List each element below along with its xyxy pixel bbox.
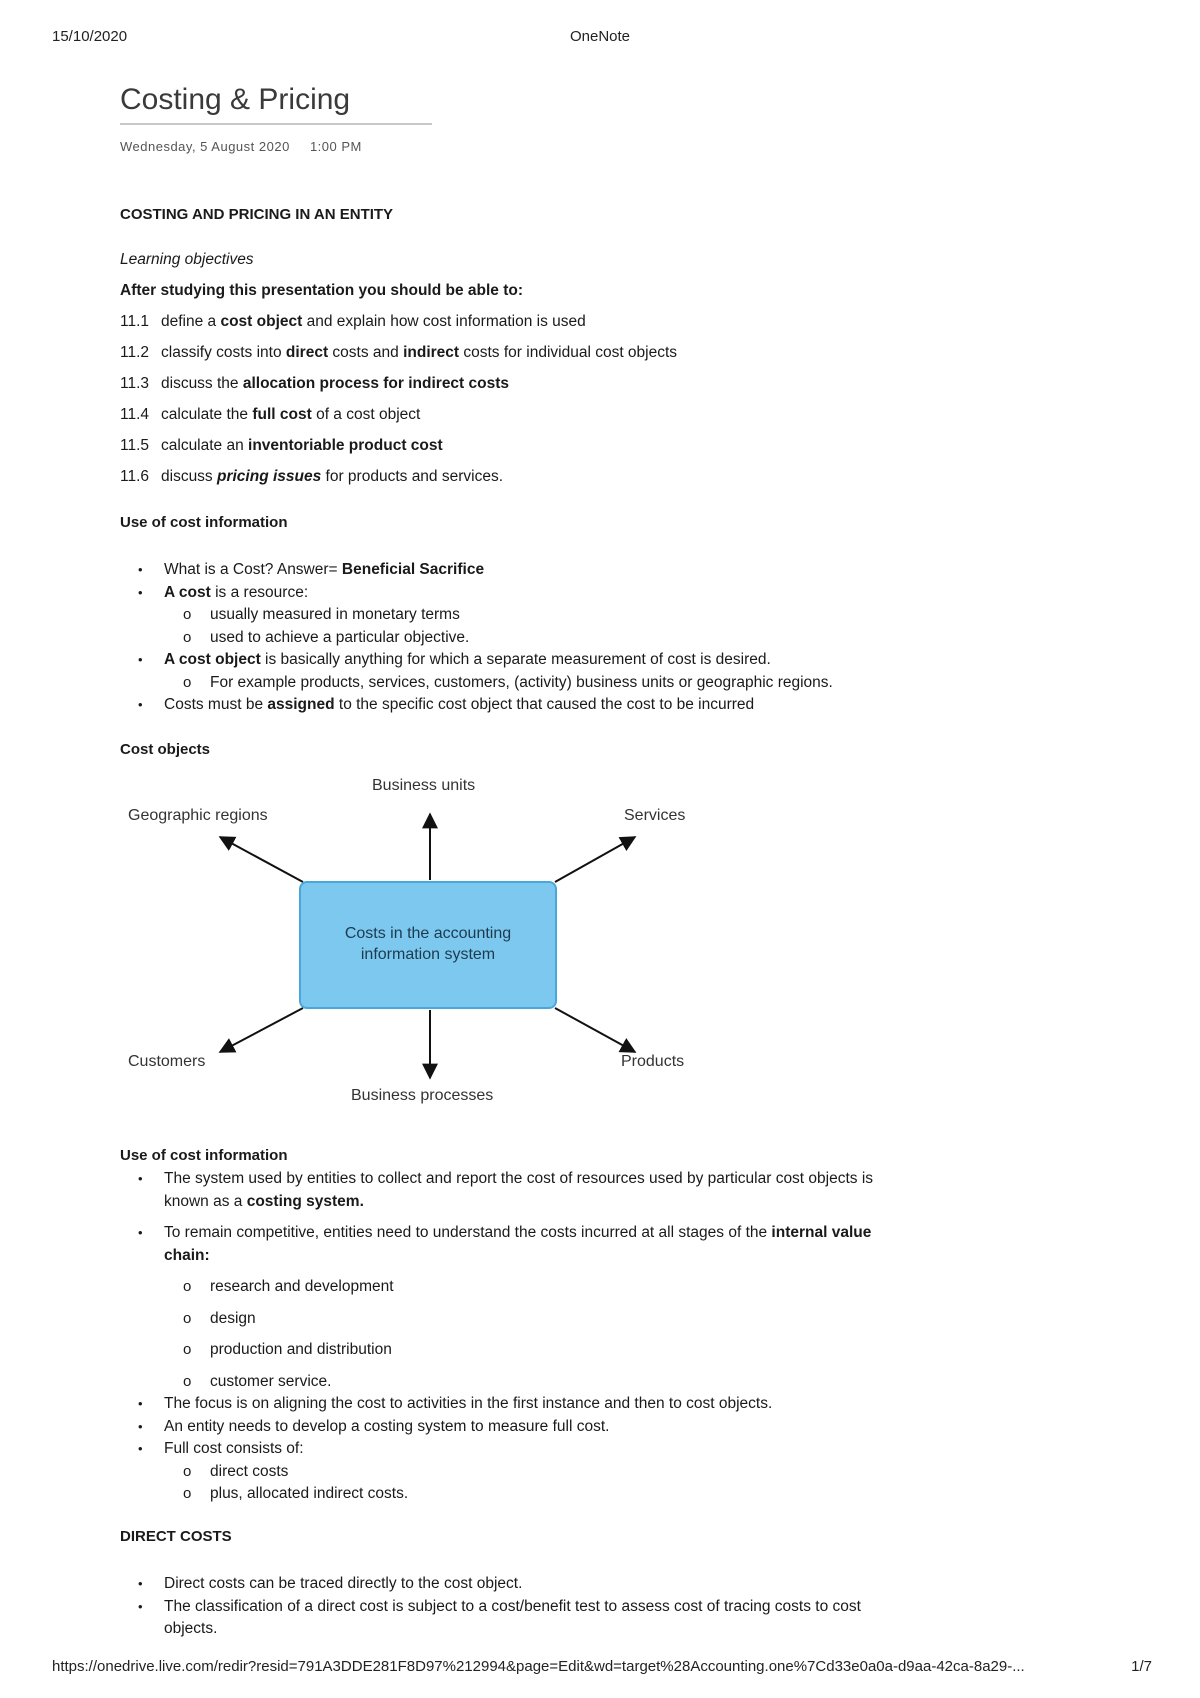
objective-item: 11.5 calculate an inventoriable product cost (120, 437, 443, 454)
section-heading: COSTING AND PRICING IN AN ENTITY (120, 206, 394, 223)
print-app-name: OneNote (569, 28, 631, 45)
objective-item: 11.1 define a cost object and explain how cost information is used (120, 313, 586, 330)
list-item: • Costs must be assigned to the specific cost object that caused the cost to be incurred (120, 694, 900, 717)
print-date: 15/10/2020 (52, 28, 128, 45)
list-item: • An entity needs to develop a costing system to measure full cost. (120, 1416, 910, 1439)
arrow-bottom-right (555, 1008, 635, 1052)
page-time: 1:00 PM (309, 139, 362, 154)
page-title[interactable]: Costing & Pricing (120, 83, 351, 116)
objective-item: 11.4 calculate the full cost of a cost object (120, 406, 421, 423)
use-of-cost-heading: Use of cost information (120, 514, 288, 531)
list-item: o production and distribution (120, 1339, 910, 1362)
cost-objects-diagram (120, 777, 720, 1140)
costing-system-list (120, 1168, 910, 1506)
objective-item: 11.6 discuss pricing issues for products and services. (120, 468, 504, 485)
list-item: • A cost object is basically anything for which a separate measurement of cost is desired. (120, 649, 900, 672)
list-item: • The focus is on aligning the cost to activities in the first instance and then to cost objects. (120, 1393, 910, 1416)
costs-center-box: Costs in the accounting information system (299, 881, 557, 1009)
list-item: • The classification of a direct cost is subject to a cost/benefit test to assess cost of tracing costs to cost objects. (120, 1596, 910, 1641)
list-item: o design (120, 1308, 910, 1331)
list-item: • What is a Cost? Answer= Beneficial Sacrifice (120, 559, 900, 582)
page-number: 1/7 (1131, 1658, 1152, 1675)
list-item: • To remain competitive, entities need to understand the costs incurred at all stages of the internal value chain: (120, 1222, 910, 1267)
list-item: • Direct costs can be traced directly to the cost object. (120, 1573, 910, 1596)
print-url[interactable]: https://onedrive.live.com/redir?resid=791A3DDE281F8D97%212994&page=Edit&wd=target%28Accounting.one%7Cd33e0a0a-d9aa-42ca-8a29-... (52, 1658, 1025, 1675)
learning-objectives-label: Learning objectives (120, 251, 254, 268)
direct-costs-list (120, 1573, 910, 1641)
title-underline (120, 123, 432, 125)
objective-item: 11.3 discuss the allocation process for indirect costs (120, 375, 510, 392)
list-item: o research and development (120, 1276, 910, 1299)
arrow-bottom-left (220, 1008, 303, 1052)
label-business-units: Business units (372, 777, 476, 794)
use-of-cost-heading-2: Use of cost information (120, 1147, 288, 1164)
arrow-top-right (555, 837, 635, 882)
list-item: o direct costs (120, 1461, 910, 1484)
label-business-processes: Business processes (351, 1087, 494, 1104)
list-item: o usually measured in monetary terms (120, 604, 900, 627)
page-meta (120, 139, 362, 155)
objective-item: 11.2 classify costs into direct costs and indirect costs for individual cost objects (120, 344, 678, 361)
list-item: • The system used by entities to collect and report the cost of resources used by particular cost objects is known as a costing system. (120, 1168, 910, 1213)
list-item: o For example products, services, customers, (activity) business units or geographic regions. (120, 672, 900, 695)
label-products: Products (621, 1053, 685, 1070)
list-item: • A cost is a resource: (120, 582, 900, 605)
objectives-intro: After studying this presentation you should be able to: (120, 282, 524, 299)
cost-definition-list (120, 559, 900, 717)
page-date: Wednesday, 5 August 2020 (120, 139, 290, 154)
arrow-top-left (220, 837, 303, 882)
direct-costs-heading: DIRECT COSTS (120, 1528, 232, 1545)
label-services: Services (624, 807, 686, 824)
list-item: o used to achieve a particular objective. (120, 627, 900, 650)
label-geographic-regions: Geographic regions (128, 807, 268, 824)
list-item: o customer service. (120, 1371, 910, 1394)
list-item: o plus, allocated indirect costs. (120, 1483, 910, 1506)
cost-objects-heading: Cost objects (120, 741, 211, 758)
list-item: • Full cost consists of: (120, 1438, 910, 1461)
label-customers: Customers (128, 1053, 206, 1070)
